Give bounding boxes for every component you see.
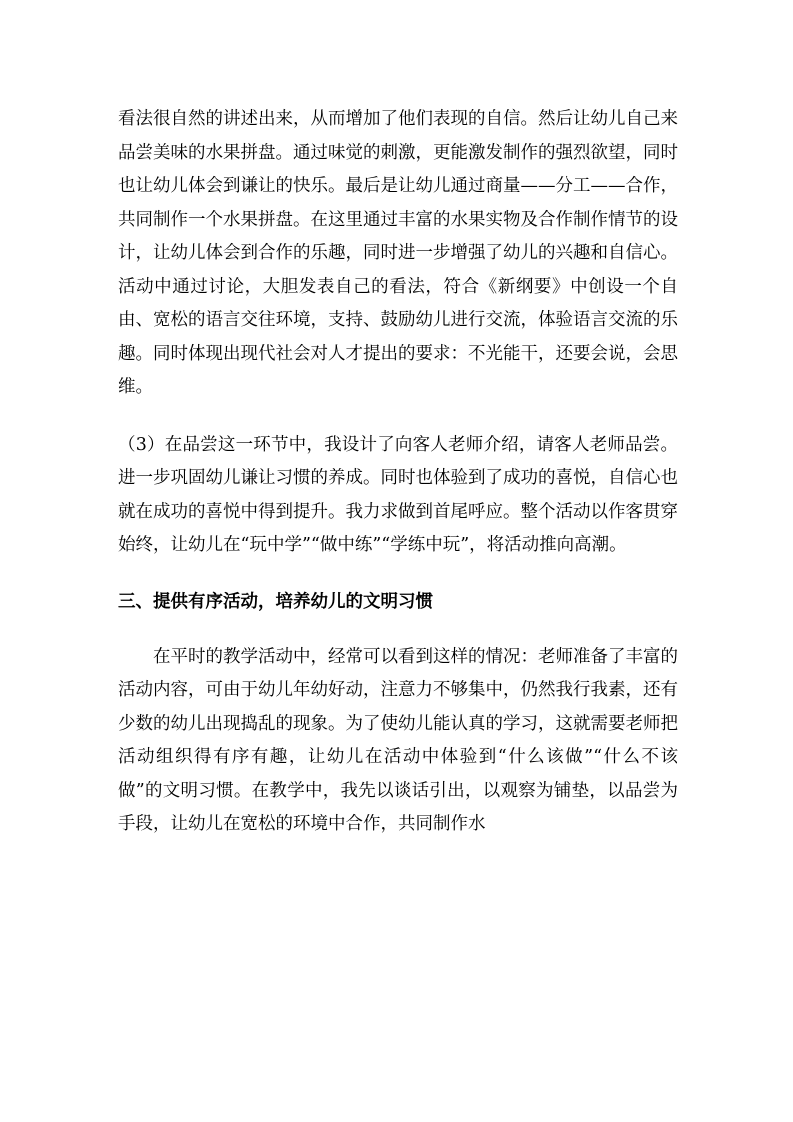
body-paragraph-orderly-activities: 在平时的教学活动中，经常可以看到这样的情况：老师准备了丰富的活动内容，可由于幼儿年幼好动，注意力不够集中，仍然我行我素，还有少数的幼儿出现捣乱的现象。为了使幼儿能认真的学习，这就需要老师把活动组织得有序有趣，让幼儿在活动中体验到“什么该做”“什么不该做”的文明习惯。在教学中，我先以谈话引出，以观察为铺垫，以品尝为手段，让幼儿在宽松的环境中合作，共同制作水 [118, 646, 678, 834]
body-paragraph-tasting: （3）在品尝这一环节中，我设计了向客人老师介绍，请客人老师品尝。进一步巩固幼儿谦让习惯的养成。同时也体验到了成功的喜悦，自信心也就在成功的喜悦中得到提升。我力求做到首尾呼应。整个活动以作客贯穿始终，让幼儿在“玩中学”“做中练”“学练中玩”，将活动推向高潮。 [118, 434, 678, 555]
document-page [118, 103, 678, 842]
body-paragraph-continued: 看法很自然的讲述出来，从而增加了他们表现的自信。然后让幼儿自己来品尝美味的水果拼盘。通过味觉的刺激，更能激发制作的强烈欲望，同时也让幼儿体会到谦让的快乐。最后是让幼儿通过商量——分工——合作，共同制作一个水果拼盘。在这里通过丰富的水果实物及合作制作情节的设计，让幼儿体会到合作的乐趣，同时进一步增强了幼儿的兴趣和自信心。活动中通过讨论，大胆发表自己的看法，符合《新纲要》中创设一个自由、宽松的语言交往环境，支持、鼓励幼儿进行交流，体验语言交流的乐趣。同时体现出现代社会对人才提出的要求：不光能干，还要会说，会思维。 [118, 109, 678, 397]
section-heading: 三、提供有序活动，培养幼儿的文明习惯 [118, 591, 433, 612]
